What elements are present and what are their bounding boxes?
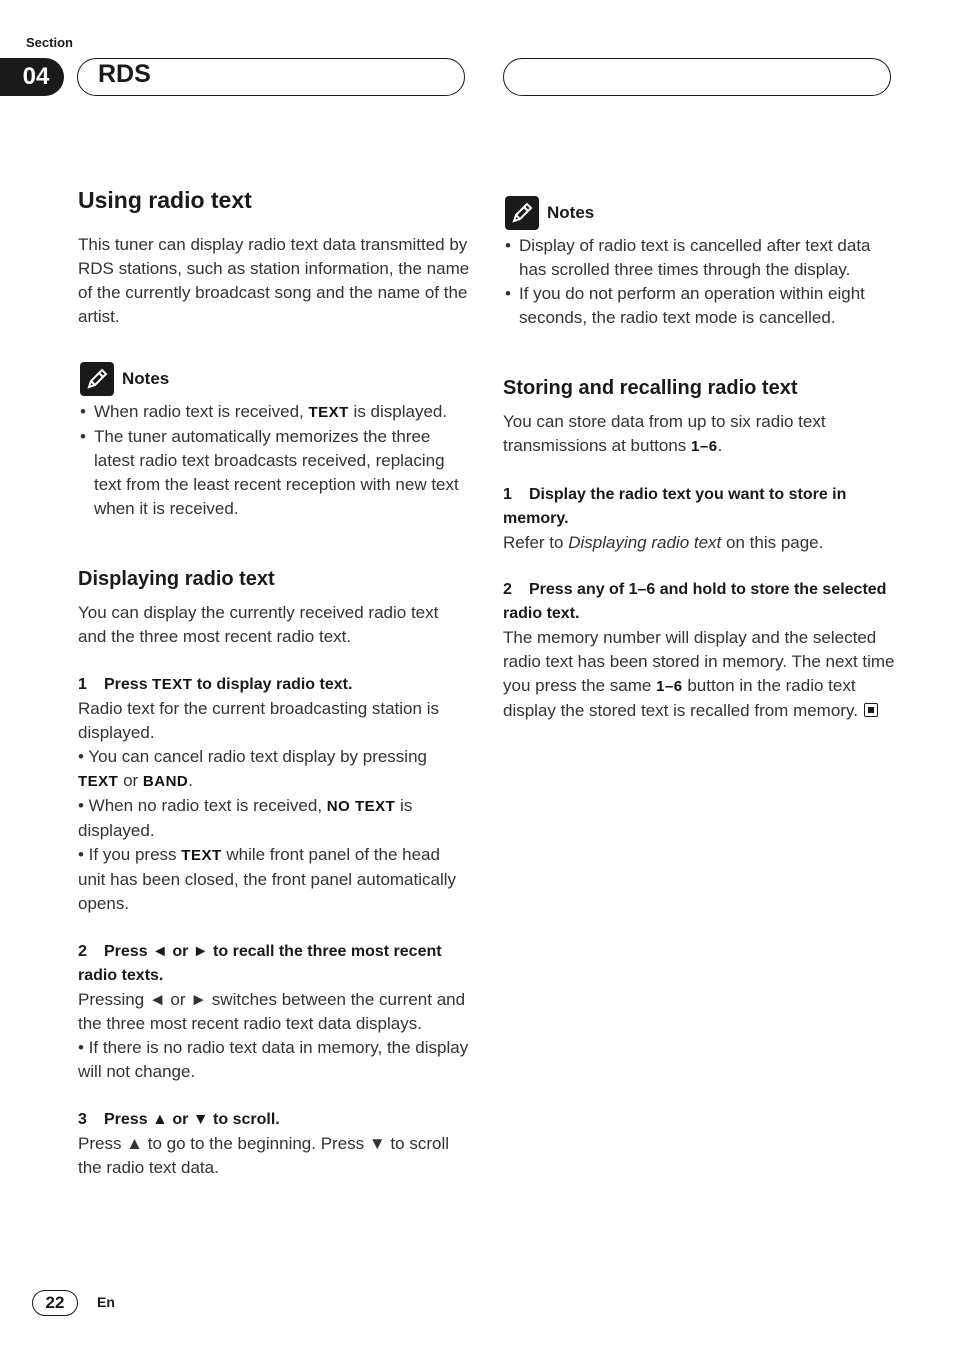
notes-list: [78, 400, 470, 521]
step-1-bullet: • When no radio text is received, NO TEXT is displayed.: [78, 796, 413, 840]
step-1-bullet: • You can cancel radio text display by pressing TEXT or BAND.: [78, 747, 427, 790]
page-heading: Using radio text: [78, 187, 252, 213]
store-step-1-body: Refer to Displaying radio text on this page.: [503, 533, 824, 552]
notes-header: [80, 362, 470, 396]
step-2-bullet: • If there is no radio text data in memory, the display will not change.: [78, 1038, 469, 1081]
header-empty-box: [503, 58, 891, 96]
storing-heading: Storing and recalling radio text: [503, 377, 798, 399]
intro-paragraph: This tuner can display radio text data transmitted by RDS stations, such as station information, the name of the currently broadcast song and the name of the artist.: [78, 235, 470, 326]
notes-title: Notes: [547, 203, 595, 222]
notes-header: [505, 196, 895, 230]
section-title: RDS: [98, 60, 151, 88]
list-item: • The tuner automatically memorizes the three latest radio text broadcasts received, replacing text from the least recent reception with new text when it is received.: [78, 425, 470, 521]
notes-list: [503, 234, 895, 330]
pencil-icon: [505, 196, 539, 230]
store-step-2-body: The memory number will display and the selected radio text has been stored in memory. The next time you press the same 1–6 button in the radio text display the stored text is recalled from memory.: [503, 628, 895, 720]
displaying-intro: You can display the currently received radio text and the three most recent radio text.: [78, 603, 439, 646]
storing-intro: You can store data from up to six radio text transmissions at buttons 1–6.: [503, 412, 826, 455]
notes-title: Notes: [122, 369, 170, 388]
displaying-heading: Displaying radio text: [78, 568, 275, 590]
right-column: [503, 196, 895, 723]
list-item: • Display of radio text is cancelled after text data has scrolled three times through the display.: [503, 234, 895, 282]
pencil-icon: [80, 362, 114, 396]
language-label: En: [97, 1294, 115, 1310]
section-label: Section: [26, 35, 73, 50]
end-mark-icon: [864, 703, 878, 717]
page-number: 22: [32, 1290, 78, 1316]
left-column: [78, 187, 470, 1180]
step-3-title: 3 Press ▲ or ▼ to scroll.: [78, 1111, 280, 1128]
store-step-2-title: 2 Press any of 1–6 and hold to store the selected radio text.: [503, 581, 887, 622]
step-1-bullet: • If you press TEXT while front panel of the head unit has been closed, the front panel automatically opens.: [78, 845, 457, 913]
list-item: • When radio text is received, TEXT is displayed.: [78, 400, 470, 425]
step-1-body: Radio text for the current broadcasting station is displayed.: [78, 699, 439, 742]
step-3-body: Press ▲ to go to the beginning. Press ▼ to scroll the radio text data.: [78, 1134, 449, 1177]
step-1-title: 1 Press TEXT to display radio text.: [78, 676, 353, 693]
section-number-badge: 04: [0, 58, 64, 96]
list-item: • If you do not perform an operation within eight seconds, the radio text mode is cancelled.: [503, 282, 895, 330]
step-2-body: Pressing ◄ or ► switches between the current and the three most recent radio text data displays.: [78, 990, 466, 1033]
section-title-box: [77, 58, 465, 96]
step-2-title: 2 Press ◄ or ► to recall the three most recent radio texts.: [78, 943, 442, 984]
store-step-1-title: 1 Display the radio text you want to store in memory.: [503, 486, 847, 527]
